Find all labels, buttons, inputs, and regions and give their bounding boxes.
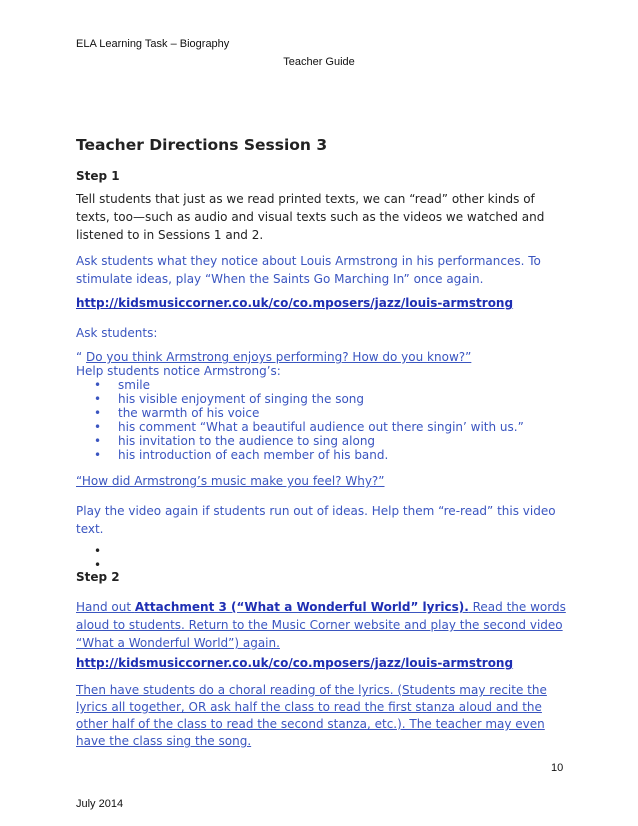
list-item: • the warmth of his voice: [94, 406, 260, 420]
empty-bullet-icon: •: [94, 544, 102, 558]
list-item: • his introduction of each member of his band.: [94, 448, 389, 462]
ask-students: Ask students:: [76, 326, 158, 340]
notice-list: [76, 378, 524, 462]
help-notice: [76, 364, 566, 378]
step1-ask-notice: Ask students what they notice about Louis Armstrong in his performances. To stimulate ideas, play “When the Saints Go Marching In” once again.: [76, 254, 541, 286]
question-1-text: Do you think Armstrong enjoys performing? How do you know?”: [86, 350, 472, 364]
attachment-3-label: Attachment 3 (“What a Wonderful World” lyrics).: [134, 600, 469, 614]
handout-rest: Read the words aloud to students. Return to the Music Corner website and play the second video “What a Wonderful World”) again.: [76, 600, 566, 650]
step2-link-row: [76, 654, 566, 672]
replay-video-note: Play the video again if students run out of ideas. Help them “re-read” this video text.: [76, 504, 556, 536]
bullet-icon: •: [94, 420, 102, 434]
handout-prefix: Hand out: [76, 600, 135, 614]
help-notice-text: Help students notice Armstrong’s:: [76, 364, 281, 378]
step1-heading: Step 1: [76, 169, 120, 183]
list-item: • smile: [94, 378, 150, 392]
page-number: 10: [551, 762, 564, 774]
question-2: “How did Armstrong’s music make you feel? Why?”: [76, 474, 385, 488]
step2-heading: Step 2: [76, 570, 120, 584]
bullet-icon: •: [94, 434, 102, 448]
empty-bullet-icon: •: [94, 558, 102, 572]
armstrong-link-2[interactable]: http://kidsmusiccorner.co.uk/co/co.mposers/jazz/louis-armstrong: [76, 656, 514, 670]
list-item: • his visible enjoyment of singing the song: [94, 392, 365, 406]
bullet-icon: •: [94, 448, 102, 462]
bullet-icon: •: [94, 406, 102, 420]
choral-reading: Then have students do a choral reading of the lyrics. (Students may recite the lyrics all together, OR ask half the class to read the first stanza aloud and the other half of the class to read the second stanza, etc.). The teacher may even have the class sing the song.: [76, 683, 547, 748]
question-1-prefix: “: [76, 350, 87, 364]
bullet-icon: •: [94, 378, 102, 392]
step1-link-row: [76, 294, 566, 312]
list-item: • his invitation to the audience to sing along: [94, 434, 376, 448]
header-center: Teacher Guide: [283, 56, 355, 68]
armstrong-link[interactable]: http://kidsmusiccorner.co.uk/co/co.mposers/jazz/louis-armstrong: [76, 296, 514, 310]
list-item: • his comment “What a beautiful audience out there singin’ with us.”: [94, 420, 524, 434]
footer-date: July 2014: [76, 798, 124, 810]
header-left: ELA Learning Task – Biography: [76, 38, 230, 50]
step1-intro: Tell students that just as we read printed texts, we can “read” other kinds of texts, too—such as audio and visual texts such as the videos we watched and listened to in Sessions 1 and 2.: [76, 192, 545, 242]
step2-handout: [76, 598, 566, 652]
page-title: Teacher Directions Session 3: [76, 136, 328, 154]
question-1: [76, 350, 566, 364]
bullet-icon: •: [94, 392, 102, 406]
